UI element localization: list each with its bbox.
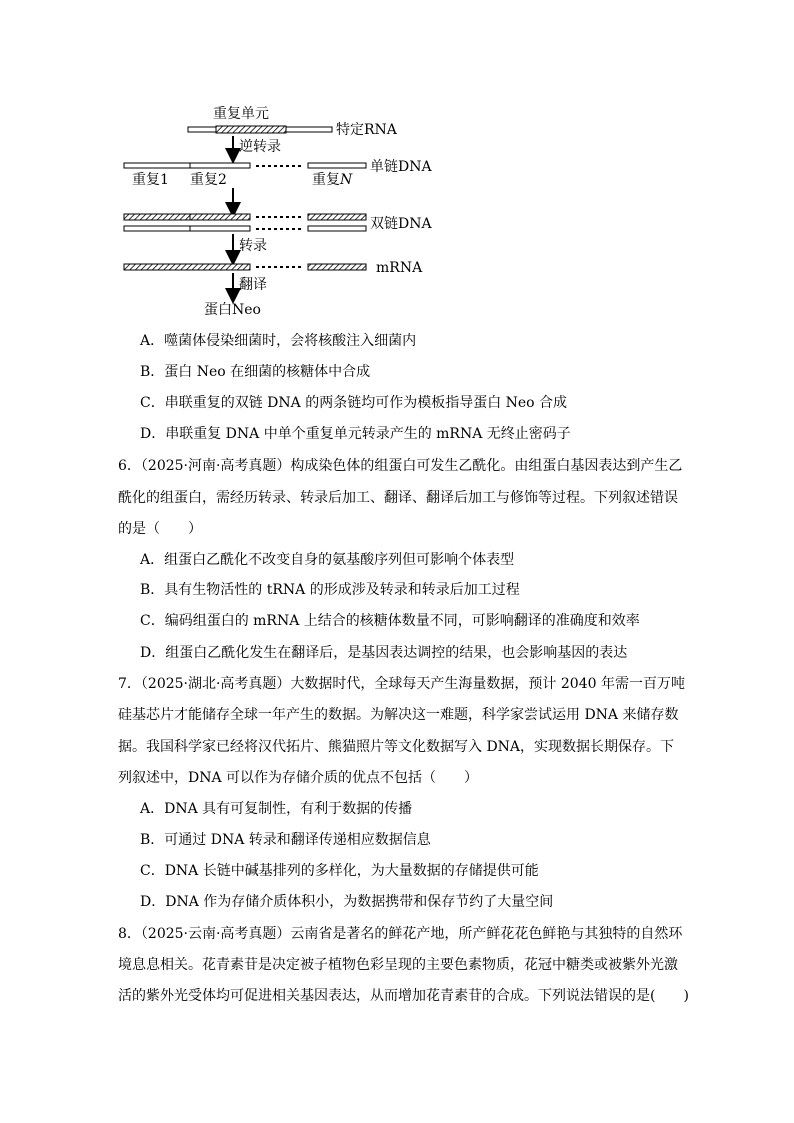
label-transcription: 转录 xyxy=(239,238,267,254)
q7-stem-line-1: 7．（2025·湖北·高考真题）大数据时代，全球每天产生海量数据，预计 2040 年需一百万吨 xyxy=(118,676,685,692)
ss-dna-repeat2 xyxy=(190,163,250,168)
label-repeat1: 重复1 xyxy=(132,172,169,188)
ss-dna-repeat1 xyxy=(124,163,190,168)
ss-dna-repeatN xyxy=(308,163,366,168)
label-repeat2: 重复2 xyxy=(190,172,227,188)
ds-dna-top-strand xyxy=(124,214,250,220)
ds-dna-bottom-strand xyxy=(124,226,250,231)
q6-stem-line-1: 6．（2025·河南·高考真题）构成染色体的组蛋白可发生乙酰化。由组蛋白基因表达到产生乙 xyxy=(118,458,683,474)
q6-option-c: C．编码组蛋白的 mRNA 上结合的核糖体数量不同，可影响翻译的准确度和效率 xyxy=(140,613,640,629)
q7-option-b: B．可通过 DNA 转录和翻译传递相应数据信息 xyxy=(140,832,431,848)
q8-stem-line-3: 活的紫外光受体均可促进相关基因表达，从而增加花青素苷的合成。下列说法错误的是( ) xyxy=(118,988,689,1004)
q6-option-a: A．组蛋白乙酰化不改变自身的氨基酸序列但可影响个体表型 xyxy=(140,552,515,568)
q7-option-c: C．DNA 长链中碱基排列的多样化，为大量数据的存储提供可能 xyxy=(140,863,539,879)
q6-stem-line-2: 酰化的组蛋白，需经历转录、转录后加工、翻译、翻译后加工与修饰等过程。下列叙述错误 xyxy=(118,490,678,506)
q7-option-a: A．DNA 具有可复制性，有利于数据的传播 xyxy=(140,801,413,817)
ds-dna-bottom-repeatN xyxy=(308,226,366,231)
mrna-strand xyxy=(124,264,250,270)
ds-dna-top-repeatN xyxy=(308,214,366,220)
label-protein-neo: 蛋白Neo xyxy=(204,302,261,318)
q5-option-a: A．噬菌体侵染细菌时，会将核酸注入细菌内 xyxy=(140,333,417,349)
q5-option-d: D．串联重复 DNA 中单个重复单元转录产生的 mRNA 无终止密码子 xyxy=(140,426,571,442)
label-repeat-unit: 重复单元 xyxy=(213,106,269,122)
label-ss-dna: 单链DNA xyxy=(370,159,432,175)
q8-stem-line-1: 8．（2025·云南·高考真题）云南省是著名的鲜花产地，所产鲜花花色鲜艳与其独特的自然环 xyxy=(118,926,683,942)
label-translation: 翻译 xyxy=(239,277,267,293)
reverse-transcription-diagram xyxy=(118,100,458,322)
q5-option-c: C．串联重复的双链 DNA 的两条链均可作为模板指导蛋白 Neo 合成 xyxy=(140,395,568,411)
q7-option-d: D．DNA 作为存储介质体积小，为数据携带和保存节约了大量空间 xyxy=(140,894,554,910)
q7-stem-line-4: 列叙述中，DNA 可以作为存储介质的优点不包括（ ） xyxy=(118,770,479,786)
repeat-unit-segment xyxy=(216,126,286,133)
label-reverse-transcription: 逆转录 xyxy=(239,139,281,155)
label-ds-dna: 双链DNA xyxy=(370,216,432,232)
q7-stem-line-3: 据。我国科学家已经将汉代拓片、熊猫照片等文化数据写入 DNA，实现数据长期保存。下 xyxy=(118,739,675,755)
q7-stem-line-2: 硅基芯片才能储存全球一年产生的数据。为解决这一难题，科学家尝试运用 DNA 来储存数 xyxy=(118,707,679,723)
q6-option-b: B．具有生物活性的 tRNA 的形成涉及转录和转录后加工过程 xyxy=(140,582,520,598)
q6-stem-line-3: 的是（ ） xyxy=(118,521,202,537)
q5-option-b: B．蛋白 Neo 在细菌的核糖体中合成 xyxy=(140,364,371,380)
q6-option-d: D．组蛋白乙酰化发生在翻译后，是基因表达调控的结果，也会影响基因的表达 xyxy=(140,645,628,661)
label-repeatN: 重复N xyxy=(312,172,353,188)
label-mrna: mRNA xyxy=(376,260,423,276)
q8-stem-line-2: 境息息相关。花青素苷是决定被子植物色彩呈现的主要色素物质，花冠中糖类或被紫外光激 xyxy=(118,957,678,973)
label-specific-rna: 特定RNA xyxy=(336,122,397,138)
mrna-repeatN xyxy=(308,264,366,270)
